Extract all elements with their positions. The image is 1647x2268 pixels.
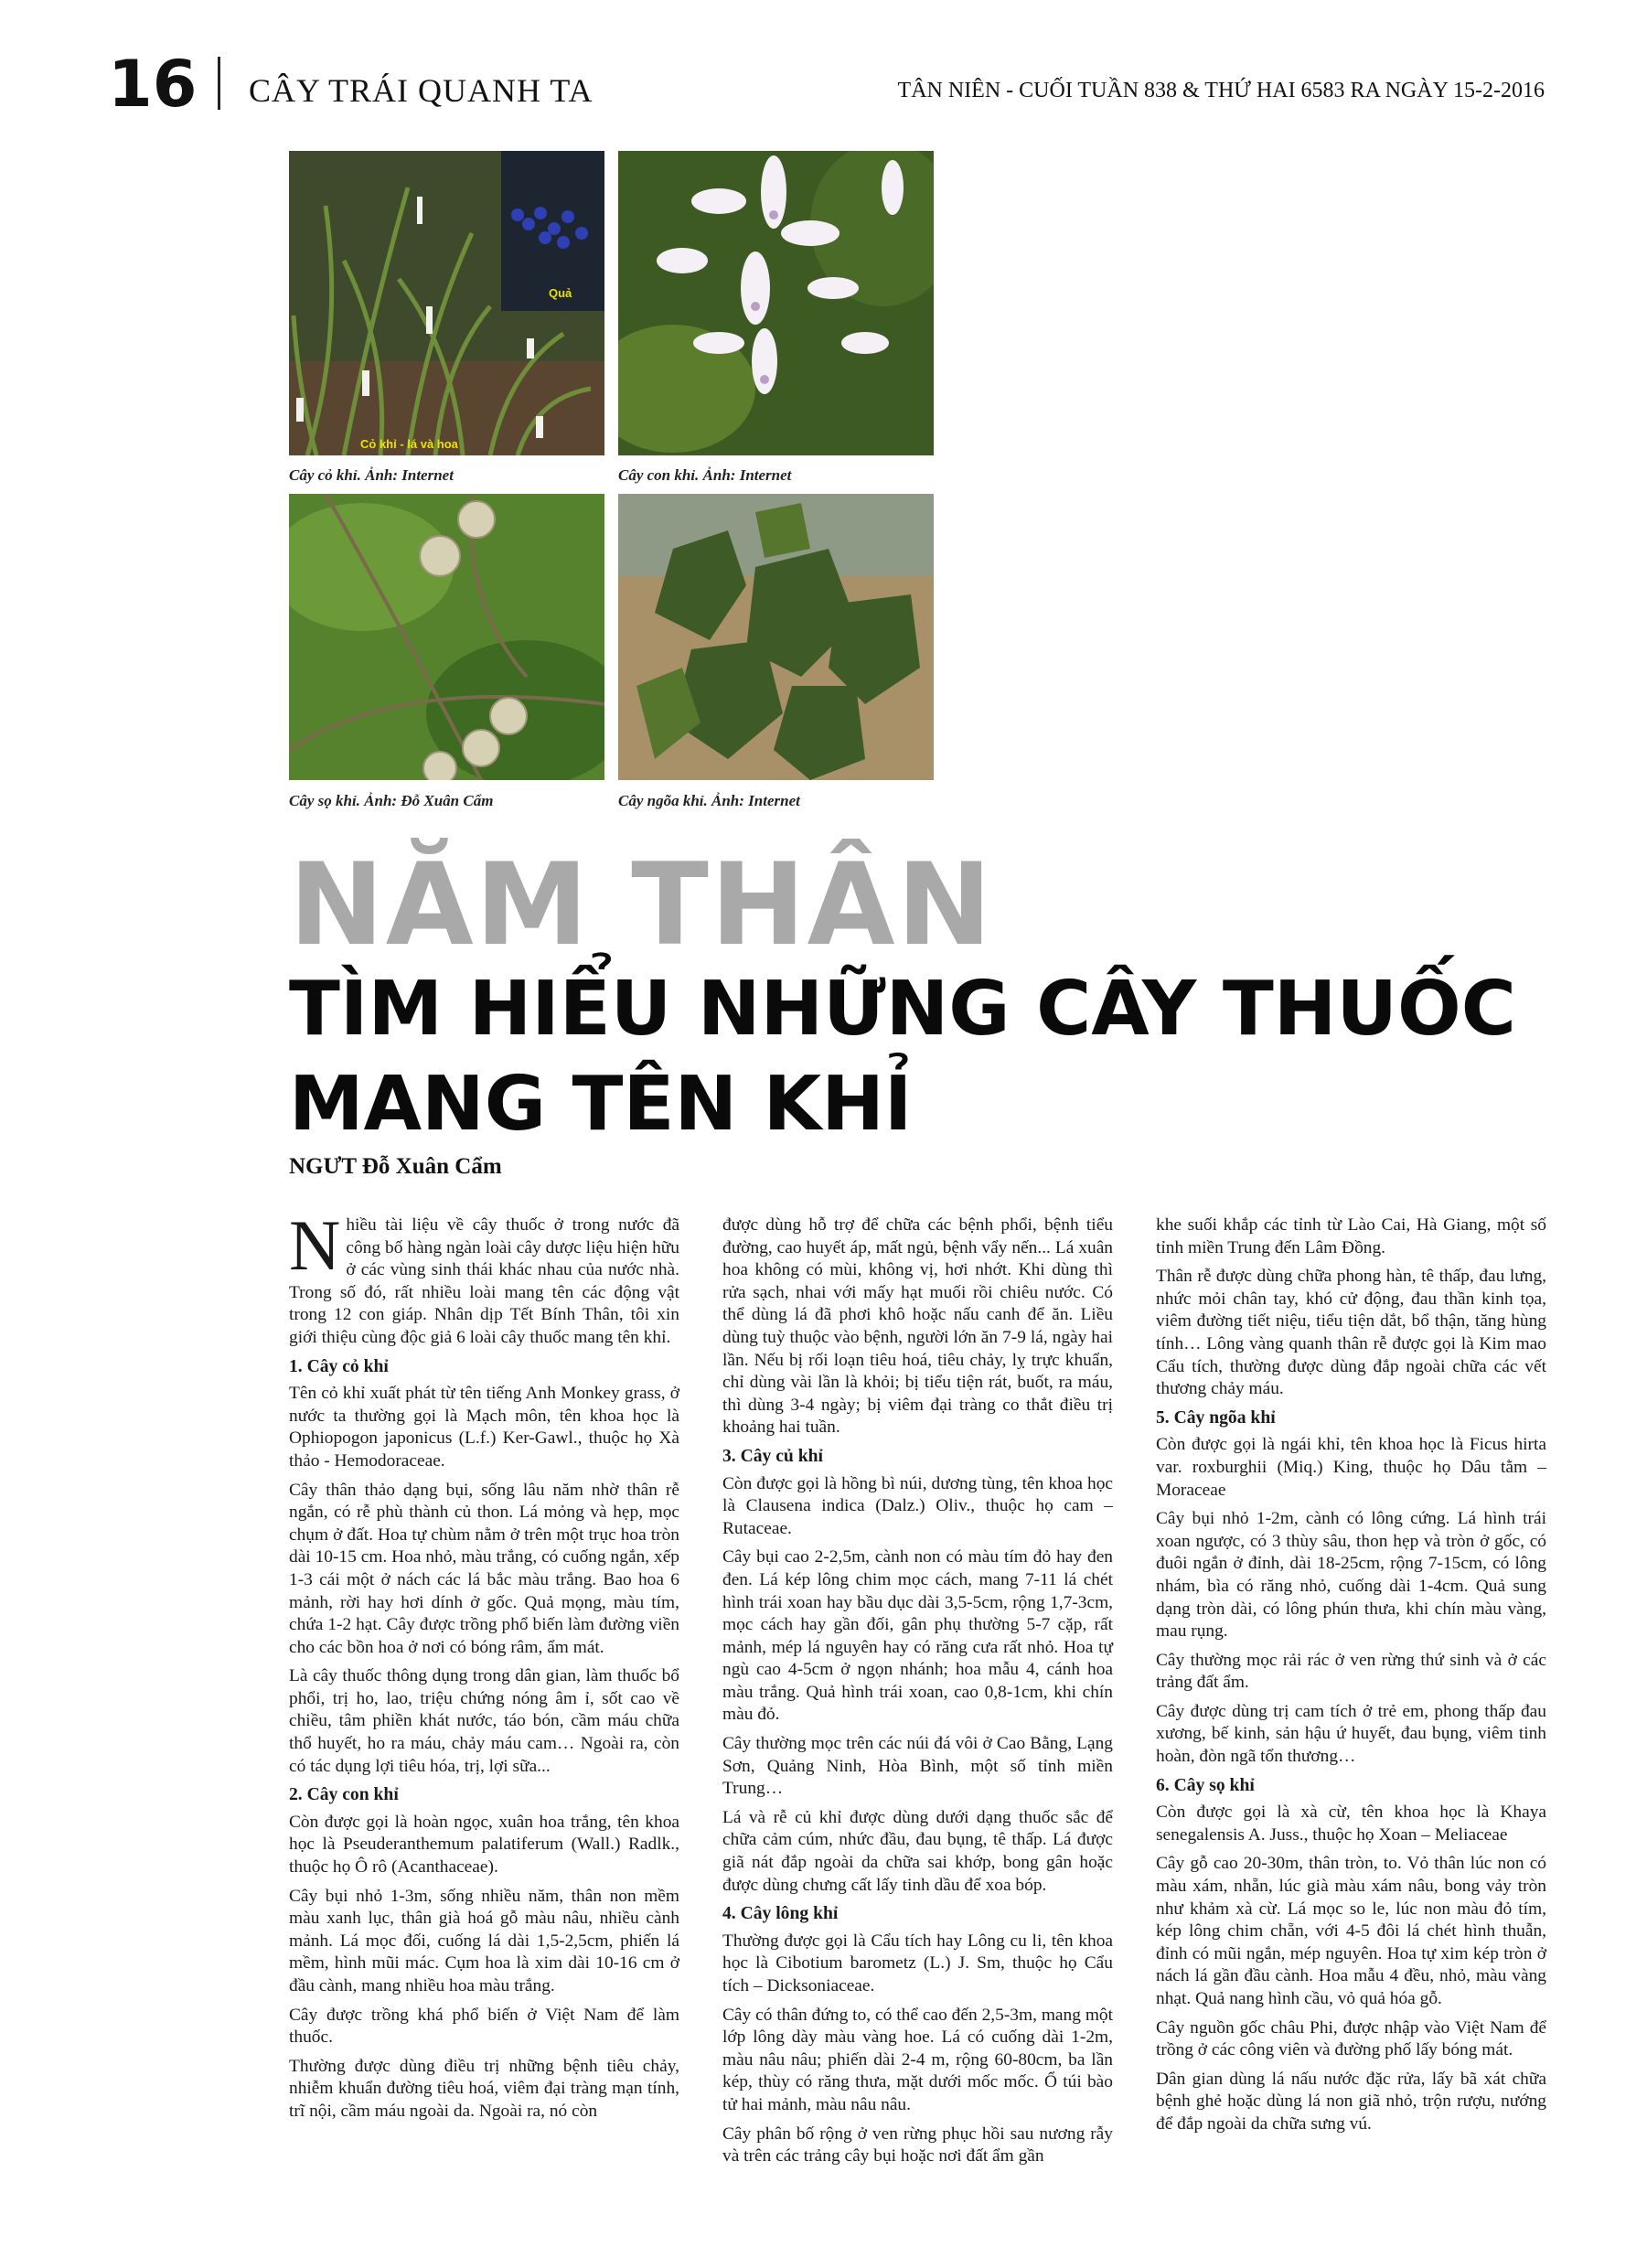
section-heading-2: 2. Cây con khỉ bbox=[289, 1785, 399, 1805]
paragraph: Dân gian dùng lá nấu nước đặc rửa, lấy bã xát chữa bệnh ghẻ hoặc dùng lá non giã nhỏ, trộn rượu, nướng để đắp ngoài da chữa sưng vú. bbox=[1156, 2069, 1546, 2134]
paragraph: Thường được dùng điều trị những bệnh tiêu chảy, nhiễm khuẩn đường tiêu hoá, viêm đại tràng mạn tính, trĩ nội, cầm máu ngoài da. Ngoài ra, nó còn bbox=[289, 2056, 679, 2121]
paragraph: Còn được gọi là hoàn ngọc, xuân hoa trắng, tên khoa học là Pseuderanthemum palatiferum (Wall.) Radlk., thuộc họ Ô rô (Acanthaceae). bbox=[289, 1812, 679, 1878]
paragraph: Cây bụi cao 2-2,5m, cành non có màu tím đỏ hay đen đen. Lá kép lông chim mọc cách, mang 7-11 lá chét hình trái xoan hay bầu dục dài 3,5-5cm, rộng 1,7-3cm, mọc cách hay gần đối, gân phụ thường 5-7 cặp, rất mảnh, mép lá nguyên hay có răng cưa rất nhỏ. Hoa tự ngù cao 4-5cm ở ngọn nhánh; hoa mẫu 4, cánh hoa màu trắng. Quả hình trái xoan, cao 0,8-1cm, khi chín màu đỏ. bbox=[722, 1547, 1113, 1725]
paragraph: Cây thân thảo dạng bụi, sống lâu năm nhờ thân rễ ngắn, có rễ phù thành củ thon. Lá mỏng và hẹp, mọc chụm ở đất. Hoa tự chùm nằm ở trên một trục hoa tròn dài 10-15 cm. Hoa nhỏ, màu trắng, có cuống ngắn, xếp 1-3 cái một ở nách các lá bắc màu trắng. Bao hoa 6 mảnh, rời hay hơi dính ở gốc. Quả mọng, màu tím, chứa 1-2 hạt. Cây được trồng phổ biến làm đường viền cho các bồn hoa ở nơi có bóng râm, ẩm mát. bbox=[289, 1480, 679, 1657]
photo-con-khi bbox=[618, 151, 934, 455]
photo-ngoa-khi bbox=[618, 494, 934, 780]
section-heading-1: 1. Cây cỏ khỉ bbox=[289, 1356, 389, 1376]
paragraph: Thân rễ được dùng chữa phong hàn, tê thấp, đau lưng, nhức mỏi chân tay, khó cử động, đau thần kinh tọa, viêm đường tiết niệu, tiểu tiện dắt, bổ thận, tăng hùng tính… Lông vàng quanh thân rễ được gọi là Kim mao Cẩu tích, thường được dùng đắp ngoài chữa các vết thương chảy máu. bbox=[1156, 1267, 1546, 1399]
section-heading-3: 3. Cây củ khỉ bbox=[722, 1446, 823, 1466]
paragraph: Còn được gọi là xà cừ, tên khoa học là Khaya senegalensis A. Juss., thuộc họ Xoan – Meliaceae bbox=[1156, 1803, 1546, 1845]
paragraph: Thường được gọi là Cẩu tích hay Lông cu li, tên khoa học là Cibotium barometz (L.) J. Sm, thuộc họ Cẩu tích – Dicksoniaceae. bbox=[722, 1931, 1113, 1995]
paragraph: Cây phân bố rộng ở ven rừng phục hồi sau nương rẫy và trên các trảng cây bụi hoặc nơi đất ẩm gần bbox=[722, 2124, 1113, 2166]
section-heading-6: 6. Cây sọ khỉ bbox=[1156, 1775, 1255, 1795]
article-headline bbox=[289, 962, 1516, 1152]
section-title: CÂY TRÁI QUANH TA bbox=[249, 72, 594, 109]
paragraph: Còn được gọi là ngái khỉ, tên khoa học là Ficus hirta var. roxburghii (Miq.) King, thuộc họ Dâu tằm – Moraceae bbox=[1156, 1435, 1546, 1500]
drop-cap: N bbox=[289, 1205, 341, 1285]
article-kicker: NĂM THÂN bbox=[289, 840, 994, 971]
header-divider bbox=[218, 57, 220, 110]
paragraph: Cây có thân đứng to, có thể cao đến 2,5-3m, mang một lớp lông dày màu vàng hoe. Lá có cuống dài 1-2m, màu nâu nâu; phiến dài 2-4 m, rộng 60-80cm, ba lần kép, thùy có răng thưa, mặt dưới mốc mốc. Ổ túi bào tử hai mảnh, màu nâu nâu. bbox=[722, 2005, 1113, 2114]
caption-so-khi: Cây sọ khỉ. Ảnh: Đỗ Xuân Cẩm bbox=[289, 792, 494, 809]
paragraph: Cây được dùng trị cam tích ở trẻ em, phong thấp đau xương, bế kinh, sản hậu ứ huyết, đau bụng, viêm tinh hoàn, đòn ngã tổn thương… bbox=[1156, 1701, 1546, 1767]
paragraph: khe suối khắp các tỉnh từ Lào Cai, Hà Giang, một số tỉnh miền Trung đến Lâm Đồng. bbox=[1156, 1215, 1546, 1257]
caption-co-khi: Cây cỏ khỉ. Ảnh: Internet bbox=[289, 466, 454, 484]
section-heading-4: 4. Cây lông khỉ bbox=[722, 1904, 839, 1924]
photo-label-main: Cỏ khỉ - lá và hoa bbox=[360, 437, 458, 451]
paragraph: Cây nguồn gốc châu Phi, được nhập vào Việt Nam để trồng ở các công viên và đường phố lấy bóng mát. bbox=[1156, 2017, 1546, 2060]
section-heading-5: 5. Cây ngõa khỉ bbox=[1156, 1407, 1276, 1428]
photo-label-fruit: Quả bbox=[549, 286, 572, 300]
paragraph: Là cây thuốc thông dụng trong dân gian, làm thuốc bổ phổi, trị ho, lao, triệu chứng nóng âm ỉ, sốt cao về chiều, tâm phiền khát nước, táo bón, cầm máu chữa thổ huyết, ho ra máu, chảy máu cam… Ngoài ra, còn có tác dụng lợi tiêu hóa, trị, lợi sữa... bbox=[289, 1666, 679, 1776]
paragraph: Cây được trồng khá phổ biến ở Việt Nam để làm thuốc. bbox=[289, 2005, 679, 2048]
byline: NGƯT Đỗ Xuân Cẩm bbox=[289, 1154, 502, 1179]
issue-info: TÂN NIÊN - CUỐI TUẦN 838 & THỨ HAI 6583 RA NGÀY 15-2-2016 bbox=[897, 79, 1545, 102]
photo-co-khi bbox=[289, 151, 604, 455]
article-column-1 bbox=[289, 1205, 679, 2130]
headline-line-2: MANG TÊN KHỈ bbox=[289, 1061, 913, 1148]
page-number: 16 bbox=[108, 47, 198, 122]
headline-line-1: TÌM HIỂU NHỮNG CÂY THUỐC bbox=[289, 966, 1516, 1053]
paragraph: Tên cỏ khỉ xuất phát từ tên tiếng Anh Monkey grass, ở nước ta thường gọi là Mạch môn, tên khoa học là Ophiopogon japonicus (L.f.) Ker-Gawl., thuộc họ Xà thảo - Hemodoraceae. bbox=[289, 1384, 679, 1471]
article-column-3 bbox=[1156, 1214, 1546, 2143]
paragraph: Cây bụi nhỏ 1-2m, cành có lông cứng. Lá hình trái xoan ngược, có 3 thùy sâu, thon hẹp và tròn ở gốc, có đuôi ngắn ở đỉnh, dài 18-25cm, rộng 7-15cm, có lông nhám, bìa có răng nhỏ, cuống dài 1-4cm. Quả sung dạng tròn dài, có lông phún thưa, khi chín màu vàng, mau rụng. bbox=[1156, 1509, 1546, 1642]
paragraph: Cây thường mọc rải rác ở ven rừng thứ sinh và ở các trảng đất ẩm. bbox=[1156, 1650, 1546, 1693]
photo-so-khi bbox=[289, 494, 604, 780]
caption-con-khi: Cây con khỉ. Ảnh: Internet bbox=[618, 466, 792, 484]
paragraph: được dùng hỗ trợ để chữa các bệnh phổi, bệnh tiểu đường, cao huyết áp, mất ngủ, bệnh vẩy nến... Lá xuân hoa không có mùi, không vị, hơi nhớt. Khi dùng thì rửa sạch, nhai với mấy hạt muối rồi chiêu nước. Có thể dùng lá đã phơi khô hoặc nấu canh để ăn. Liều dùng tuỳ thuộc vào bệnh, người lớn ăn 7-9 lá, ngày hai lần. Nếu bị rối loạn tiêu hoá, tiêu chảy, lỵ trực khuẩn, chỉ dùng vài lần là khỏi; bị tiểu tiện rát, buốt, ra máu, thì dùng 3-4 ngày; bị viêm đại tràng co thắt điều trị khoảng hai tuần. bbox=[722, 1215, 1113, 1438]
intro-text: hiều tài liệu về cây thuốc ở trong nước đã công bố hàng ngàn loài cây dược liệu hiện hữu ở các vùng sinh thái khác nhau của nước nhà. Trong số đó, rất nhiều loài mang tên các động vật trong 12 con giáp. Nhân dịp Tết Bính Thân, tôi xin giới thiệu cùng độc giả 6 loài cây thuốc mang tên khỉ. bbox=[289, 1215, 679, 1347]
paragraph: Cây gỗ cao 20-30m, thân tròn, to. Vỏ thân lúc non có màu xám, nhẵn, lúc già màu xám nâu, bong vảy tròn như khảm xà cừ. Lá mọc so le, lúc non màu đỏ tím, kép lông chim chẵn, với 4-5 đôi lá chét hình thuẫn, đỉnh có mũi ngắn, mép nguyên. Hoa tự xim kép tròn ở nách lá gần đầu cành. Hoa mẫu 4 đều, nhỏ, màu vàng nhạt. Quả nang hình cầu, vỏ quả hóa gỗ. bbox=[1156, 1854, 1546, 2008]
article-column-2 bbox=[722, 1214, 1113, 2175]
paragraph: Cây bụi nhỏ 1-3m, sống nhiều năm, thân non mềm màu xanh lục, thân già hoá gỗ màu nâu, nhiều cành mảnh. Lá mọc đối, cuống lá dài 1,5-2,5cm, phiến lá mềm, hình mũi mác. Cụm hoa là xim dài 10-16 cm ở đầu cành, mang nhiều hoa màu trắng. bbox=[289, 1886, 679, 1995]
intro-paragraph bbox=[289, 1205, 679, 1350]
paragraph: Lá và rễ củ khỉ được dùng dưới dạng thuốc sắc để chữa cảm cúm, nhức đầu, đau bụng, tê thấp. Lá được giã nát đắp ngoài da chữa sai khớp, bong gân hoặc được dùng chưng cất lấy tinh dầu để xoa bóp. bbox=[722, 1807, 1113, 1895]
paragraph: Cây thường mọc trên các núi đá vôi ở Cao Bằng, Lạng Sơn, Quảng Ninh, Hòa Bình, một số tỉnh miền Trung… bbox=[722, 1734, 1113, 1799]
paragraph: Còn được gọi là hồng bì núi, dương tùng, tên khoa học là Clausena indica (Dalz.) Oliv., thuộc họ cam – Rutaceae. bbox=[722, 1473, 1113, 1538]
caption-ngoa-khi: Cây ngõa khỉ. Ảnh: Internet bbox=[618, 792, 800, 809]
